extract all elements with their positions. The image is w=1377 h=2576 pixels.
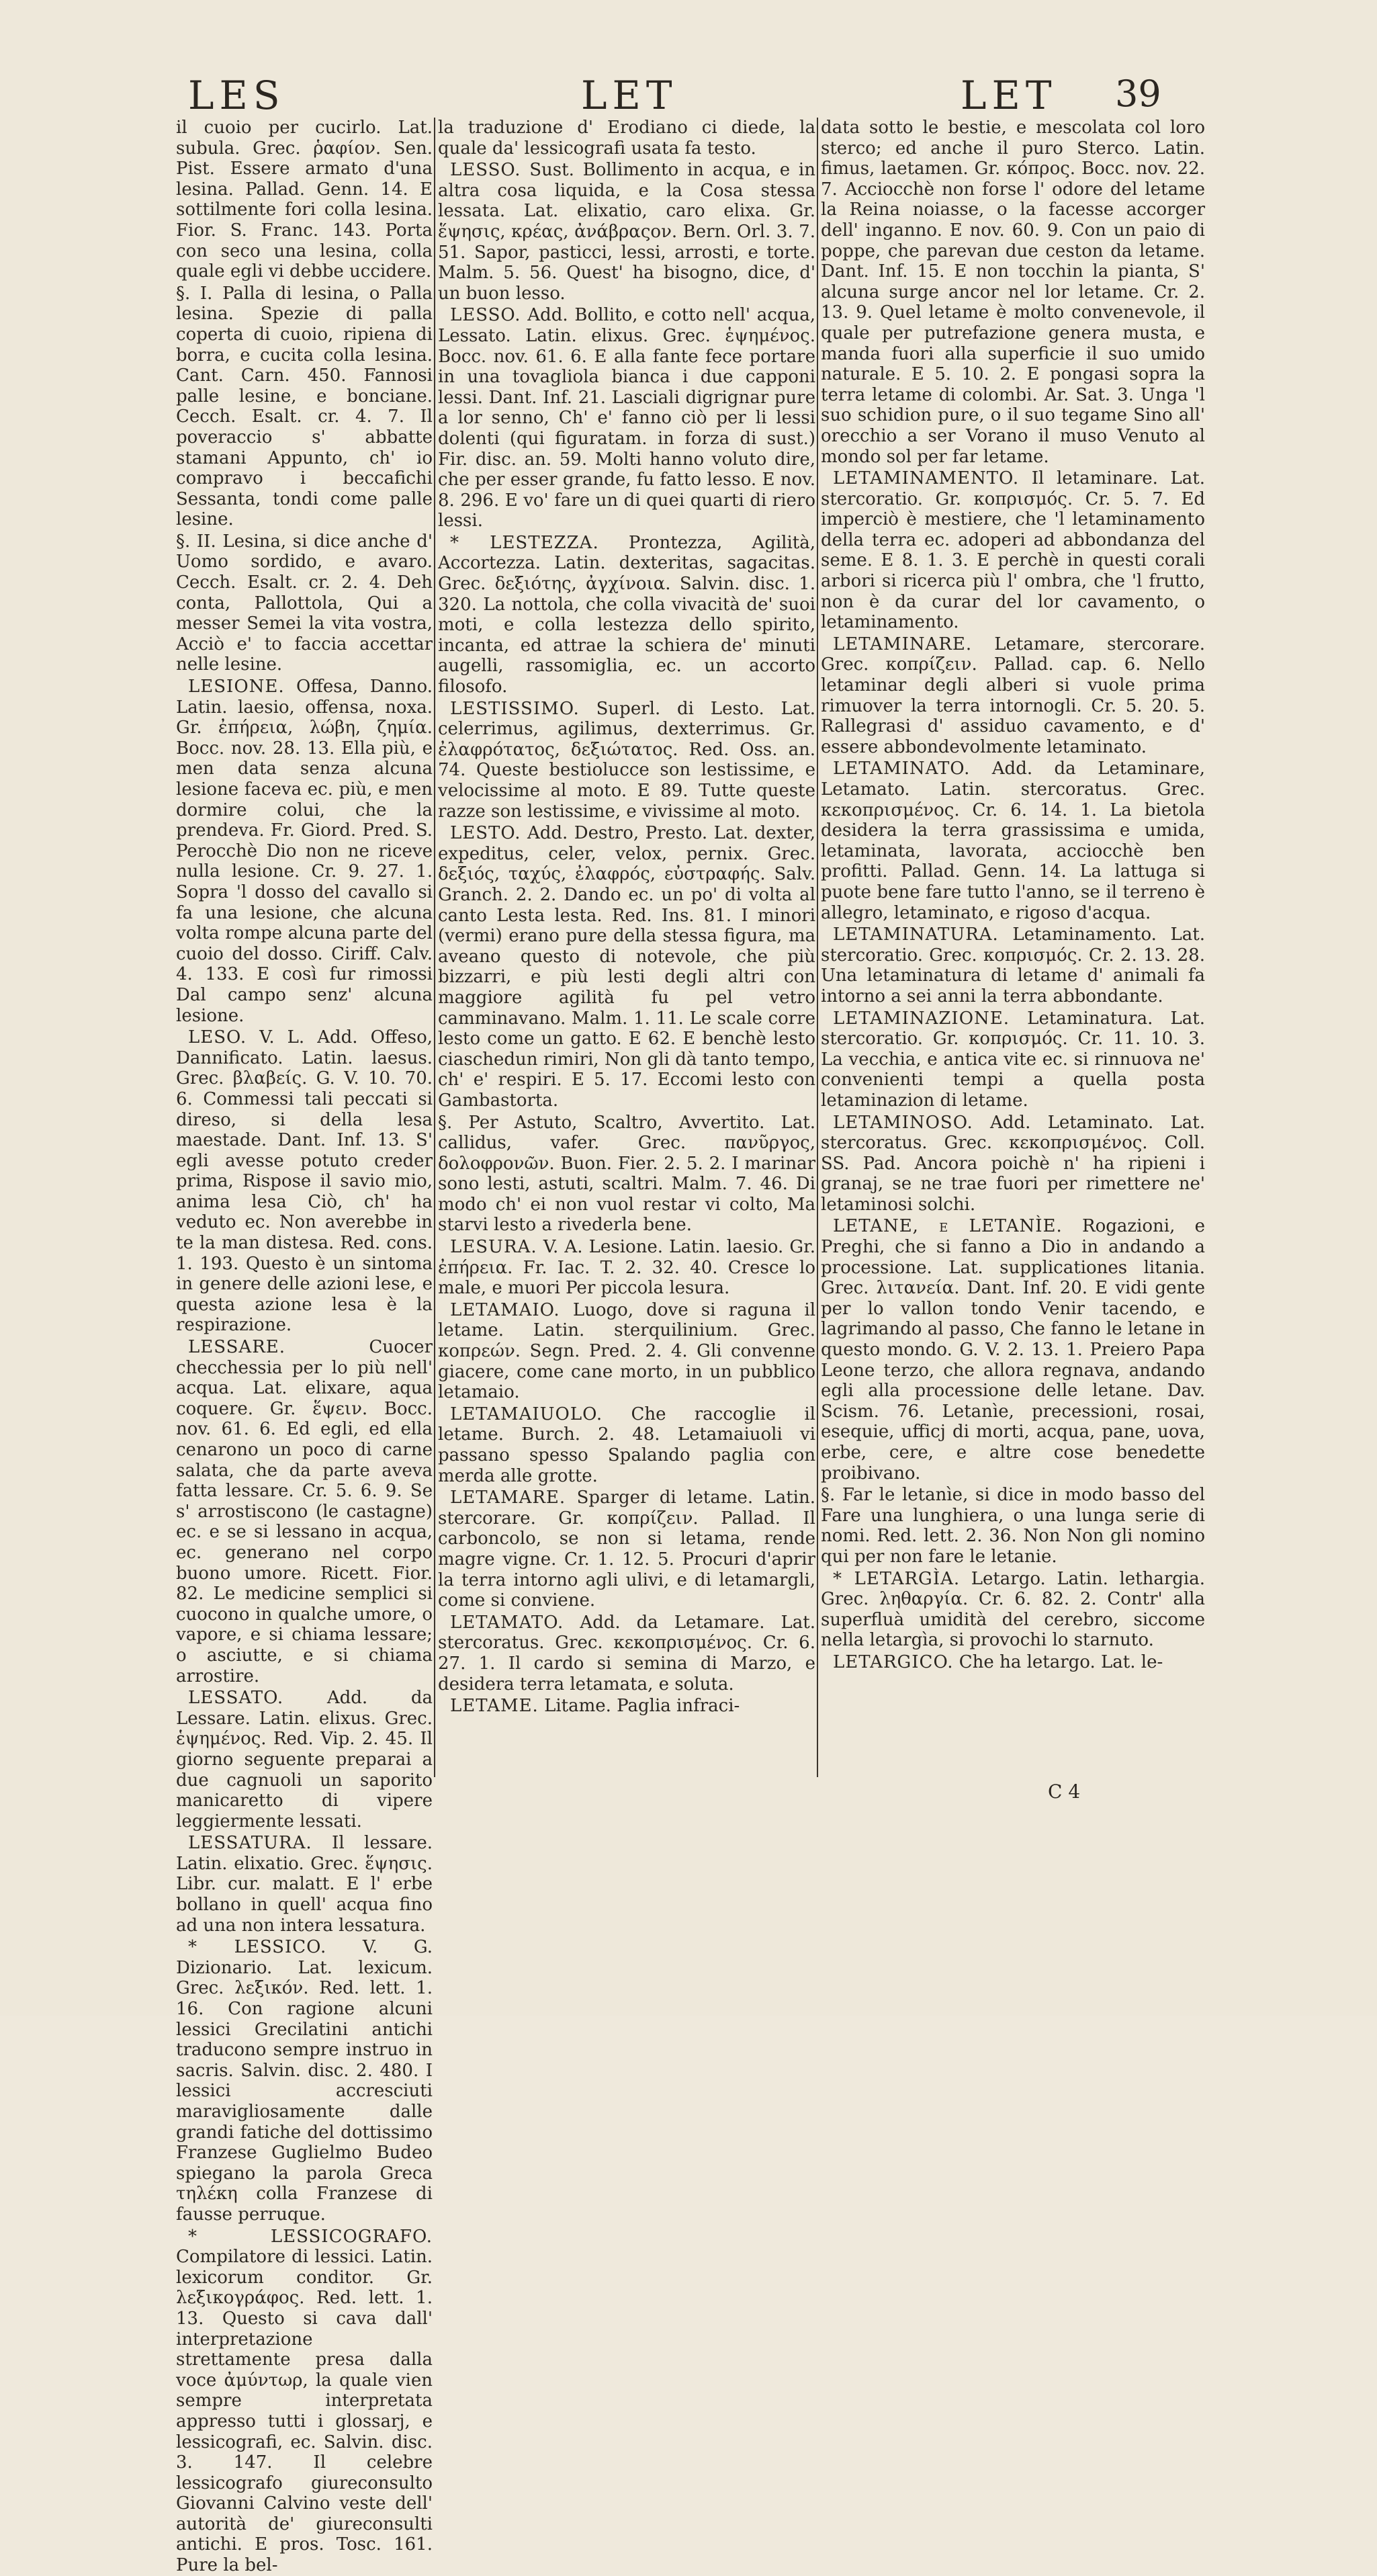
dictionary-entry (821, 1652, 1205, 1673)
entry-definition: §. I. Palla di lesina, o Palla lesina. Spezie di palla coperta di cuoio, ripiena di borra, e cucita colla lesina. Cant. Carn. 450. Fannosi palle lesine, e bonciane. Cecch. Esalt. cr. 4. 7. Il poveraccio s' abbatte stamani Appunto, ch' io compravo i beccafichi Sessanta, tondi come palle lesine. (176, 283, 433, 530)
dictionary-entry (176, 1027, 433, 1336)
entry-headword: LESSARE. (188, 1337, 286, 1358)
entry-headword: * LESSICO. (188, 1937, 327, 1958)
entry-headword: LESTISSIMO. (450, 698, 580, 719)
entry-headword: LESSATURA. (188, 1833, 312, 1854)
signature-mark: C 4 (1048, 1780, 1081, 1803)
entry-headword: LETAMINAZIONE. (833, 1008, 1010, 1029)
dictionary-entry (438, 1300, 815, 1403)
entry-headword: LETAMAIO. (450, 1299, 560, 1320)
entry-definition: Il lessare. Latin. elixatio. Grec. ἕψησις. Libr. cur. malatt. E l' erbe bollano in quell' acqua fino ad una non intera lessatura. (176, 1833, 433, 1936)
entry-definition: Letaminamento. Lat. stercoratio. Grec. κοπρισμός. Cr. 2. 13. 28. Una letaminatura di letame d' animali fa intorno a sei anni la terra abbondante. (821, 925, 1205, 1006)
column-middle (438, 118, 815, 1797)
entry-definition: V. G. Dizionario. Lat. lexicum. Grec. λεξικόν. Red. lett. 1. 16. Con ragione alcuni lessici Grecilatini antichi traducono sempre instruo in sacris. Salvin. disc. 2. 480. I lessici accresciuti maravigliosamente dalle grandi fatiche del dottissimo Franzese Guglielmo Budeo spiegano la parola Greca τηλέκη colla Franzese di fausse perruque. (176, 1937, 433, 2225)
entry-definition: Letamare, stercorare. Grec. κοπρίζειν. Pallad. cap. 6. Nello letaminar degli alberi si vuole prima rimuover la terra intornogli. Cr. 5. 20. 5. Rallegrasi d' assiduo cavamento, e d' essere abbondevolmente letaminato. (821, 634, 1206, 757)
header-left-guideword: LES (188, 73, 285, 118)
column-rule-right (817, 118, 818, 1777)
dictionary-entry (438, 1613, 815, 1694)
header-right-guideword: LET (961, 73, 1057, 118)
dictionary-entry (176, 118, 433, 282)
dictionary-entry (176, 677, 433, 1026)
entry-headword: * LESSICOGRAFO. (188, 2226, 433, 2247)
running-header (168, 73, 1216, 120)
dictionary-entry (821, 1569, 1205, 1651)
entry-definition: Add. da Letamare. Lat. stercoratus. Grec. κεκοπρισμένος. Cr. 6. 27. 1. Il cardo si semina di Marzo, e desidera terra letamata, e soluta. (438, 1612, 815, 1694)
entry-headword: LESO. (188, 1027, 247, 1048)
dictionary-entry (821, 925, 1205, 1006)
entry-headword: LETAMINOSO. (833, 1112, 973, 1133)
entry-headword: LETANE, e LETANÌE. (833, 1216, 1063, 1237)
entry-headword: LETAMINATO. (833, 759, 971, 779)
column-rule-left (434, 118, 435, 1777)
entry-definition: Che raccoglie il letame. Burch. 2. 48. Letamaiuoli vi passano spesso Spalando paglia con merda alle grotte. (438, 1404, 815, 1486)
entry-definition: Letaminatura. Lat. stercoratio. Gr. κοπρισμός. Cr. 11. 10. 3. La vecchia, e antica vite ec. si rinnuova ne' convenienti tempi a quella posta letaminazion di letame. (821, 1008, 1206, 1111)
entry-headword: LETARGICO. (833, 1651, 954, 1672)
entry-definition: Offesa, Danno. Latin. laesio, offensa, noxa. Gr. ἐπήρεια, λώβη, ζημία. Bocc. nov. 28. 13. Ella più, e men data senza alcuna lesione faceva ec. più, e men dormire colui, che la prendeva. Fr. Giord. Pred. S. Perocchè Dio non ne riceve nulla lesione. Cr. 9. 27. 1. Sopra 'l dosso del cavallo si fa una lesione, che alcuna volta rompe alcuna parte del cuoio del dosso. Ciriff. Calv. 4. 133. E così fur rimossi Dal campo senz' alcuna lesione. (176, 677, 433, 1026)
page-number: 39 (1115, 73, 1161, 115)
entry-definition: la traduzione d' Erodiano ci diede, la quale da' lessicografi usata fa testo. (438, 118, 815, 159)
dictionary-entry (176, 1688, 433, 1832)
dictionary-entry (438, 305, 815, 531)
entry-definition: Add. Bollito, e cotto nell' acqua, Lessato. Latin. elixus. Grec. ἑψημένος. Bocc. nov. 61. 6. E alla fante fece portare in una tovagliola bianca i due capponi lessi. Dant. Inf. 21. Lasciali digrignar pure a lor senno, Ch' e' fanno ciò per li lessi dolenti (qui figuratam. in forza di sust.) Fir. disc. an. 59. Molti hanno voluto dire, che per esser grande, fu fatto lesso. E nov. 8. 296. E vo' fare un di quei quarti di riero lessi. (438, 305, 815, 531)
entry-headword: LESTO. (450, 823, 521, 844)
entry-definition: Prontezza, Agilità, Accortezza. Latin. dexteritas, sagacitas. Grec. δεξιότης, ἀγχίνοια. Salvin. disc. 1. 320. La nottola, che colla vivacità de' suoi moti, e colla lestezza dello spirito, incanta, ed attrae la schiera de' minuti augelli, rassomiglia, ec. un accorto filosofo. (438, 532, 815, 697)
dictionary-entry (821, 1485, 1205, 1567)
entry-definition: Il letaminare. Lat. stercoratio. Gr. κοπρισμός. Cr. 5. 7. Ed imperciò è mestiere, che 'l letaminamento della terra ec. adoperi ad abbondanza del seme. E 8. 1. 3. E perchè in questi corali arbori si ricerca più l' ombra, che 'l frutto, non è da curar del lor cavamento, o letaminamento. (821, 468, 1206, 633)
entry-definition: Add. da Lessare. Latin. elixus. Grec. ἑψημένος. Red. Vip. 2. 45. Il giorno seguente preparai a due cagnuoli un saporito manicaretto di vipere leggiermente lessati. (176, 1688, 433, 1832)
entry-headword: LESSATO. (188, 1688, 284, 1709)
entry-definition: Add. Destro, Presto. Lat. dexter, expeditus, celer, velox, pernix. Grec. δεξιός, ταχύς, ἐλαφρός, εὐστραφής. Salv. Granch. 2. 2. Dando ec. un po' di volta al canto Lesta lesta. Red. Ins. 81. I minori (vermi) erano pure della stessa figura, ma aveano questo di notevole, che più bizzarri, e più lesti degli altri con maggiore agilità fu pel vetro camminavano. Malm. 1. 11. Le scale corre lesto come un gatto. E 62. E benchè lesto ciaschedun rimiri, Non gli dà tanto tempo, ch' e' respiri. E 5. 17. Eccomi lesto con Gambastorta. (438, 823, 815, 1111)
entry-definition: Che ha letargo. Lat. le- (959, 1651, 1163, 1672)
entry-headword: LETAMARE. (450, 1488, 566, 1508)
entry-definition: Cuocer checchessia per lo più nell' acqua. Lat. elixare, aqua coquere. Gr. ἕψειν. Bocc. nov. 61. 6. Ed egli, ed ella cenarono un poco di carne salata, che da parte aveva fatta lessare. Cr. 5. 6. 9. Se s' arrostiscono (le castagne) ec. e se si lessano in acqua, ec. generano nel corpo buono umore. Ricett. Fior. 82. Le medicine semplici si cuocono in qualche umore, o vapore, e si chiama lessare; o asciutte, e si chiama arrostire. (176, 1337, 433, 1686)
dictionary-entry (438, 160, 815, 304)
dictionary-entry (438, 1113, 815, 1236)
dictionary-entry (438, 1404, 815, 1486)
entry-headword: LESSO. (450, 160, 521, 181)
entry-definition: Sust. Bollimento in acqua, e in altra cosa liquida, e la Cosa stessa lessata. Lat. elixatio, caro elixa. Gr. ἕψησις, κρέας, ἀνάβραςον. Bern. Orl. 3. 7. 51. Sapor, pasticci, lessi, arrosti, e torte. Malm. 5. 56. Quest' ha bisogno, dice, d' un buon lesso. (438, 160, 815, 304)
column-right (821, 118, 1205, 1797)
entry-definition: Rogazioni, e Preghi, che si fanno a Dio in andando a processione. Lat. supplicationes litania. Grec. λιτανεία. Dant. Inf. 20. E vidi gente per lo vallon tondo Venir tacendo, e lagrimando al passo, Che fanno le letane in questo mondo. G. V. 2. 13. 1. Preiero Papa Leone terzo, che allora regnava, andando egli alla processione delle letane. Dav. Scism. 76. Letanìe, precessioni, rosai, esequie, ufficj di morti, acqua, pane, uova, erbe, cere, e altre cose benedette proibivano. (821, 1216, 1206, 1484)
column-left (176, 118, 433, 2576)
entry-definition: Add. Letaminato. Lat. stercoratus. Grec. κεκοπρισμένος. Coll. SS. Pad. Ancora poichè n' ha ripieni i granaj, se ne trae fuori per rimettere ne' letaminosi solchi. (821, 1112, 1205, 1215)
dictionary-entry (438, 533, 815, 697)
entry-definition: Sparger di letame. Latin. stercorare. Gr. κοπρίζειν. Pallad. Il carboncolo, se non si letama, rende magre vigne. Cr. 1. 12. 5. Procuri d'aprir la terra intorno agli ulivi, e di letamargli, come si conviene. (438, 1488, 816, 1611)
dictionary-entry (438, 1696, 815, 1717)
entry-definition: V. A. Lesione. Latin. laesio. Gr. ἐπήρεια. Fr. Iac. T. 2. 32. 40. Cresce lo male, e muori Per piccola lesura. (438, 1237, 815, 1299)
entry-headword: * LESTEZZA. (450, 532, 599, 553)
entry-headword: LESIONE. (188, 677, 285, 697)
dictionary-entry (438, 823, 815, 1111)
entry-definition: Litame. Paglia infraci- (544, 1696, 740, 1717)
entry-definition: §. Per Astuto, Scaltro, Avvertito. Lat. callidus, vafer. Grec. πανῦργος, δολοφρονῶν. Buon. Fier. 2. 5. 2. I marinar sono lesti, astuti, scaltri. Malm. 7. 46. Di modo ch' ei non vuol restar vi colto, Ma starvi lesto a rivederla bene. (438, 1112, 815, 1236)
dictionary-entry (438, 118, 815, 159)
entry-headword: LETAMINARE. (833, 634, 973, 654)
dictionary-entry (821, 1008, 1205, 1111)
dictionary-entry (176, 1337, 433, 1686)
entry-headword: LETAMATO. (450, 1612, 564, 1633)
entry-headword: LETAME. (450, 1696, 539, 1717)
entry-definition: Add. da Letaminare, Letamato. Latin. stercoratus. Grec. κεκοπρισμένος. Cr. 6. 14. 1. La bietola desidera la terra grassissima e umida, letaminata, lavorata, acciocchè ben profitti. Pallad. Genn. 14. La lattuga si puote bene fare tutto l'anno, se il terreno è allegro, letaminato, e rigoso d'acqua. (821, 759, 1206, 923)
entry-definition: Compilatore di lessici. Latin. lexicorum conditor. Gr. λεξικογράφος. Red. lett. 1. 13. Questo si cava dall' interpretazione strettamente presa dalla voce ἀμύντωρ, la quale vien sempre interpretata appresso tutti i glossarj, e lessicografi, ec. Salvin. disc. 3. 147. Il celebre lessicografo giureconsulto Giovanni Calvino veste dell' autorità de' giureconsulti antichi. E pros. Tosc. 161. Pure la bel- (176, 2247, 433, 2576)
entry-definition: Luogo, dove si raguna il letame. Latin. sterquilinium. Grec. κοπρεών. Segn. Pred. 2. 4. Gli convenne giacere, come cane morto, in un pubblico letamaio. (438, 1299, 816, 1403)
entry-headword: * LETARGÌA. (833, 1568, 961, 1589)
dictionary-entry (821, 118, 1205, 467)
entry-headword: LESSO. (450, 305, 521, 326)
dictionary-entry (438, 1488, 815, 1611)
dictionary-entry (176, 1937, 433, 2225)
entry-definition: §. II. Lesina, si dice anche d' Uomo sordido, e avaro. Cecch. Esalt. cr. 2. 4. Deh conta, Pallottola, Qui a messer Semei la vita vostra, Acciò e' to faccia accettar nelle lesine. (176, 531, 433, 675)
dictionary-entry (176, 284, 433, 530)
dictionary-entry (821, 634, 1205, 758)
dictionary-entry (176, 1833, 433, 1936)
entry-headword: LETAMINAMENTO. (833, 468, 1020, 489)
dictionary-entry (821, 759, 1205, 923)
dictionary-entry (176, 2227, 433, 2576)
dictionary-entry (821, 468, 1205, 633)
dictionary-entry (438, 1237, 815, 1299)
entry-headword: LESURA. (450, 1237, 537, 1258)
entry-headword: LETAMINATURA. (833, 925, 999, 945)
entry-definition: Superl. di Lesto. Lat. celerrimus, agilimus, dexterrimus. Gr. ἐλαφρότατος, δεξιώτατος. Red. Oss. an. 74. Queste bestiolucce son lestissime, e velocissime al moto. E 89. Tutte queste razze son lestissime, e vivissime al moto. (438, 698, 816, 822)
entry-definition: data sotto le bestie, e mescolata col loro sterco; ed anche il puro Sterco. Latin. fimus, laetamen. Gr. κόπρος. Bocc. nov. 22. 7. Acciocchè non forse l' odore del letame la Reina noiasse, o la facesse accorger dell' inganno. E nov. 60. 9. Con un paio di poppe, che parevan due ceston da letame. Dant. Inf. 15. E non tocchin la pianta, S' alcuna surge ancor nel lor letame. Cr. 2. 13. 9. Quel letame è molto convenevole, il quale per putrefazione genera musta, e manda fuori alla superficie il suo umido naturale. E 5. 10. 2. E pongasi sopra la terra letame di colombi. Ar. Sat. 3. Unga 'l suo schidion pure, o il suo tegame Sino all' orecchio a ser Vorano il muso Venuto al mondo sol per far letame. (821, 118, 1205, 467)
dictionary-entry (176, 531, 433, 675)
entry-definition: V. L. Add. Offeso, Dannificato. Latin. laesus. Grec. βλαβείς. G. V. 10. 70. 6. Commessi tali peccati si direso, si della lesa maestade. Dant. Inf. 13. S' egli avesse potuto creder prima, Rispose il savio mio, anima lesa Ciò, ch' ha veduto ec. Non averebbe in te la man distesa. Red. cons. 1. 193. Questo è un sintoma in genere delle azioni lese, e questa azione lesa è la respirazione. (176, 1027, 433, 1336)
entry-headword: LETAMAIUOLO. (450, 1404, 603, 1424)
entry-definition: il cuoio per cucirlo. Lat. subula. Grec. ῥαφίον. Sen. Pist. Essere armato d'una lesina. Pallad. Genn. 14. E sottilmente fori colla lesina. Fior. S. Franc. 143. Porta con seco una lesina, colla quale egli vi debbe uccidere. (176, 118, 433, 282)
dictionary-entry (821, 1216, 1205, 1484)
header-center-guideword: LET (581, 73, 678, 118)
dictionary-entry (821, 1113, 1205, 1215)
entry-definition: §. Far le letanìe, si dice in modo basso del Fare una lunghiera, o una lunga serie di nomi. Red. lett. 2. 36. Non Non gli nomino qui per non fare le letanie. (821, 1485, 1205, 1567)
entry-definition: Letargo. Latin. lethargia. Grec. ληθαργία. Cr. 6. 82. 2. Contr' alla superfluà umidità del cerebro, siccome nella letargìa, si provochi lo starnuto. (821, 1568, 1205, 1651)
dictionary-entry (438, 699, 815, 822)
